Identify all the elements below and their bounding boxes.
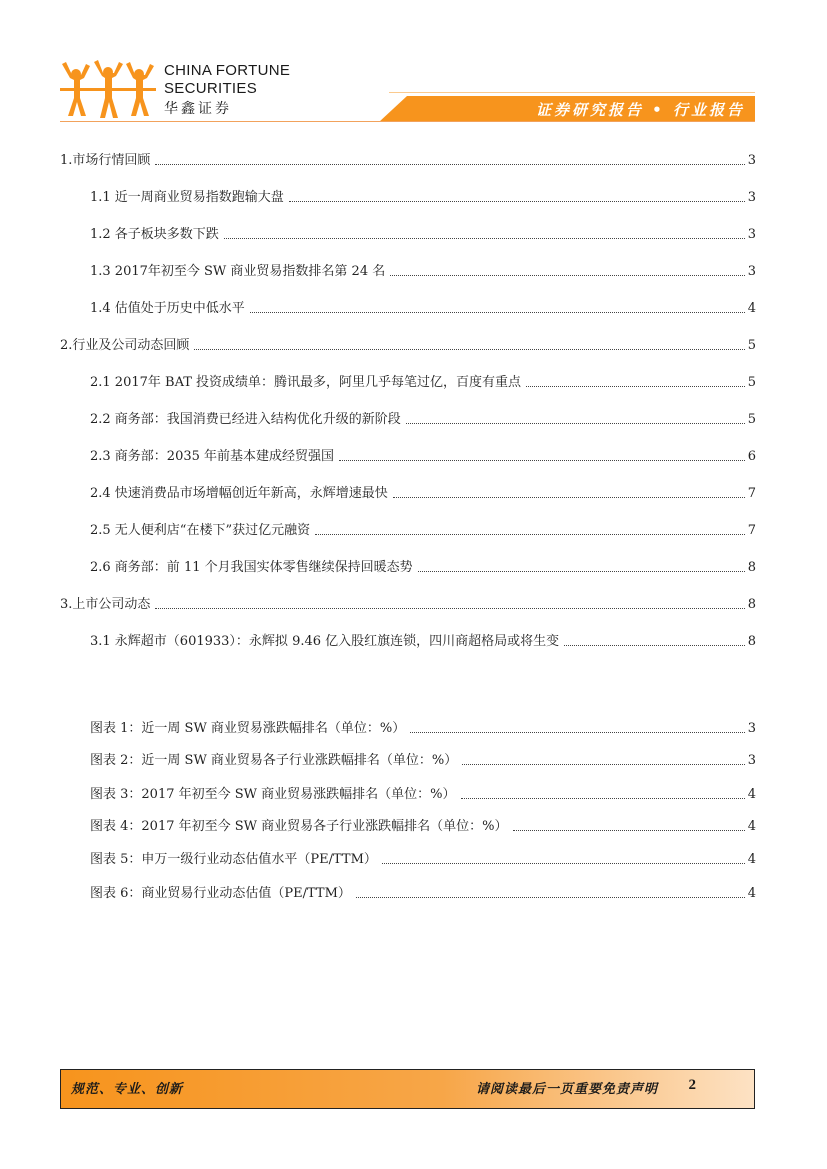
toc-entry-label: 2.3 商务部：2035 年前基本建成经贸强国 [90,449,335,464]
toc-entry[interactable] [90,187,756,207]
figure-entry-label: 图表 5：申万一级行业动态估值水平（PE/TTM） [90,852,377,867]
company-name-en-line1: CHINA FORTUNE [164,62,291,79]
toc-entry[interactable] [90,298,756,318]
figure-entry[interactable] [90,718,756,738]
toc-entry[interactable] [90,446,756,466]
figure-entry-label: 图表 3：2017 年初至今 SW 商业贸易涨跌幅排名（单位：%） [90,787,456,802]
figure-leader-dots [382,862,745,864]
toc-leader-dots [339,459,745,461]
page-number: 2 [688,1077,696,1093]
figure-entry-page: 4 [747,886,756,901]
figure-entry-label: 图表 6：商业贸易行业动态估值（PE/TTM） [90,886,351,901]
toc-entry-label: 1.4 估值处于历史中低水平 [90,301,245,316]
toc-entry-label: 1.2 各子板块多数下跌 [90,227,219,242]
figure-entry-page: 4 [747,787,756,802]
toc-entry-page: 3 [747,153,756,168]
figure-leader-dots [356,896,745,898]
toc-entry-label: 1.市场行情回顾 [60,153,151,168]
figure-leader-dots [410,731,744,733]
figure-leader-dots [462,763,744,765]
figure-leader-dots [513,829,745,831]
toc-entry[interactable] [90,224,756,244]
figure-leader-dots [461,797,745,799]
toc-entry[interactable] [90,631,756,651]
footer-disclaimer: 请阅读最后一页重要免责声明 [475,1082,658,1097]
toc-entry[interactable] [60,594,756,614]
toc-leader-dots [390,274,744,276]
toc-entry[interactable] [90,557,756,577]
figure-entry-label: 图表 1：近一周 SW 商业贸易涨跌幅排名（单位：%） [90,721,406,736]
toc-entry-label: 1.3 2017年初至今 SW 商业贸易指数排名第 24 名 [90,264,386,279]
toc-leader-dots [289,200,745,202]
toc-leader-dots [406,422,745,424]
toc-entry-page: 8 [747,597,756,612]
toc-entry-label: 2.6 商务部：前 11 个月我国实体零售继续保持回暖态势 [90,560,413,575]
toc-entry-page: 4 [747,301,756,316]
toc-entry[interactable] [90,261,756,281]
footer-slogan: 规范、专业、创新 [71,1082,184,1097]
toc-entry-page: 8 [747,634,756,649]
figure-entry-page: 4 [747,852,756,867]
toc-entry-page: 5 [747,375,756,390]
toc-entry-label: 2.5 无人便利店“在楼下”获过亿元融资 [90,523,311,538]
toc-entry-page: 7 [747,486,756,501]
toc-entry-page: 3 [747,190,756,205]
toc-entry-label: 2.行业及公司动态回顾 [60,338,190,353]
toc-entry-page: 5 [747,412,756,427]
toc-entry[interactable] [60,150,756,170]
toc-entry-label: 2.2 商务部：我国消费已经进入结构优化升级的新阶段 [90,412,401,427]
toc-leader-dots [194,348,744,350]
toc-entry-label: 2.4 快速消费品市场增幅创近年新高，永辉增速最快 [90,486,388,501]
toc-entry-label: 2.1 2017年 BAT 投资成绩单：腾讯最多，阿里几乎每笔过亿，百度有重点 [90,375,522,390]
toc-entry-page: 5 [747,338,756,353]
toc-leader-dots [155,163,744,165]
figure-entry-page: 3 [747,753,756,768]
toc-entry-page: 3 [747,264,756,279]
toc-entry[interactable] [90,483,756,503]
figure-entry-page: 3 [747,721,756,736]
figure-entry-page: 4 [747,819,756,834]
toc-leader-dots [564,644,745,646]
toc-entry-page: 7 [747,523,756,538]
toc-entry[interactable] [60,335,756,355]
toc-leader-dots [526,385,745,387]
toc-entry[interactable] [90,409,756,429]
figure-entry-label: 图表 2：近一周 SW 商业贸易各子行业涨跌幅排名（单位：%） [90,753,458,768]
toc-entry[interactable] [90,372,756,392]
figure-entry[interactable] [90,784,756,804]
toc-leader-dots [315,533,745,535]
figure-entry[interactable] [90,883,756,903]
toc-entry-page: 8 [747,560,756,575]
footer-bar [60,1069,755,1109]
toc-entry-label: 1.1 近一周商业贸易指数跑输大盘 [90,190,284,205]
toc-entry[interactable] [90,520,756,540]
report-type-title: 证券研究报告 • 行业报告 [535,101,745,119]
header-rule [60,121,755,122]
figure-entry[interactable] [90,816,756,836]
company-name-en-line2: SECURITIES [164,80,258,97]
company-name-cn: 华鑫证券 [164,100,232,116]
company-logo [60,58,300,122]
figure-entry[interactable] [90,750,756,770]
toc-entry-page: 6 [747,449,756,464]
toc-entry-label: 3.上市公司动态 [60,597,151,612]
figure-entry[interactable] [90,849,756,869]
toc-leader-dots [224,237,745,239]
toc-leader-dots [393,496,745,498]
figure-entry-label: 图表 4：2017 年初至今 SW 商业贸易各子行业涨跌幅排名（单位：%） [90,819,508,834]
toc-leader-dots [418,570,745,572]
toc-entry-page: 3 [747,227,756,242]
logo-figures-icon [60,58,156,122]
toc-leader-dots [250,311,745,313]
logo-text [164,62,290,117]
toc-leader-dots [155,607,744,609]
toc-entry-label: 3.1 永辉超市（601933）：永辉拟 9.46 亿入股红旗连锁，四川商超格局或将生变 [90,634,560,649]
